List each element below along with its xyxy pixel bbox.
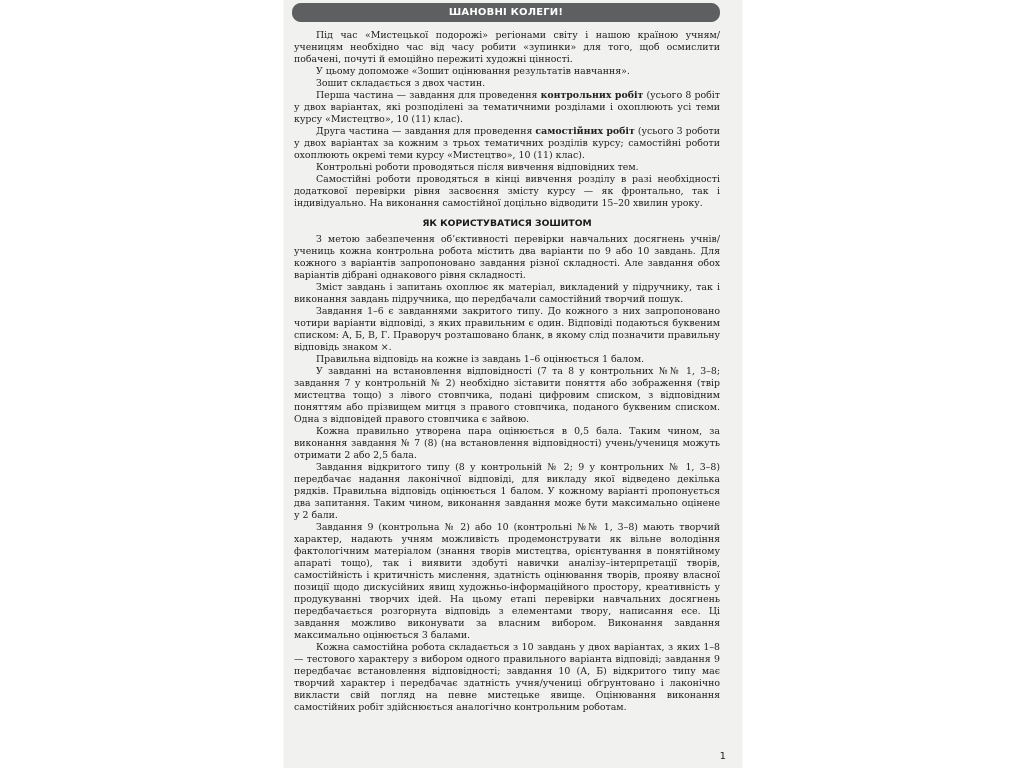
- section-title: ЯК КОРИСТУВАТИСЯ ЗОШИТОМ: [422, 218, 592, 229]
- section-paragraph: З метою забезпечення об’єктивності перевірки навчальних досягнень учнів/учениць кожна контрольна робота містить два варіанти по 9 або 10 завдань. Для кожного з варіантів запропоновано завдання різної складності. Але завдання обох варіантів дібрані однакового рівня складності.: [294, 234, 720, 281]
- section-paragraph: Завдання 9 (контрольна № 2) або 10 (контрольні №№ 1, 3–8) мають творчий характер, надають учням можливість продемонструвати як вільне володіння фактологічним матеріалом (знання творів мистецтва, орієнтування в понятійному апараті тощо), так і виявити здобуті навички аналізу–інтерпретації творів, самостійність і критичність мислення, здатність оцінювання творів, прояву власної позиції щодо дискусійних явищ художньо-інформаційного простору, креативність у продукуванні творчих ідей. На цьому етапі перевірки навчальних досягнень передбачається розгорнута відповідь з елементами твору, написання есе. Ці завдання можливо виконувати за власним вибором. Виконання завдання максимально оцінюється 3 балами.: [294, 522, 720, 641]
- text-run: (усього 3 роботи у двох варіантах за кожним з трьох тематичних розділів курсу; самостійні роботи охоплюють окремі теми курсу «Мистецтво», 10 (11) клас).: [294, 126, 720, 161]
- section-paragraph: Кожна самостійна робота складається з 10 завдань у двох варіантах, з яких 1–8 — тестового характеру з вибором одного правильного варіанта відповіді; завдання 9 передбачає встановлення відповідності; завдання 10 (А, Б) відкритого типу має творчий характер і передбачає здатність учня/учениці обґрунтовано і лаконічно викласти свій погляд на певне мистецьке явище. Оцінювання виконання самостійних робіт здійснюється аналогічно контрольним роботам.: [294, 642, 720, 713]
- text-run: Друга частина — завдання для проведення: [316, 126, 536, 137]
- intro-paragraph: [294, 126, 720, 162]
- section-paragraph: Правильна відповідь на кожне із завдань 1–6 оцінюється 1 балом.: [316, 354, 645, 365]
- page-number: 1: [719, 751, 726, 762]
- section-paragraph: Кожна правильно утворена пара оцінюється в 0,5 бала. Таким чином, за виконання завдання № 7 (8) (на встановлення відповідності) учень/учениця можуть отримати 2 або 2,5 бала.: [294, 426, 720, 461]
- text-run: Перша частина — завдання для проведення: [316, 90, 541, 101]
- header-banner: ШАНОВНІ КОЛЕГИ!: [292, 3, 720, 22]
- intro-paragraph: Контрольні роботи проводяться після вивчення відповідних тем.: [316, 162, 639, 173]
- intro-paragraph: Зошит складається з двох частин.: [316, 78, 486, 89]
- section-paragraph: Зміст завдань і запитань охоплює як матеріал, викладений у підручнику, так і виконання завдань підручника, що передбачали самостійний творчий пошук.: [294, 282, 720, 305]
- bold-term: самостійних робіт: [535, 126, 635, 137]
- page-content: [294, 30, 720, 714]
- intro-paragraph: [294, 90, 720, 126]
- section-paragraph: У завданні на встановлення відповідності (7 та 8 у контрольних №№ 1, 3–8; завдання 7 у контрольній № 2) необхідно зіставити поняття або зображення (твір мистецтва тощо) з лівого стовпчика, подані цифровим списком, з відповідним поняттям або прізвищем митця з правого стовпчика, поданого буквеним списком. Одна з відповідей правого стовпчика є зайвою.: [294, 366, 720, 425]
- document-page: [284, 0, 742, 768]
- section-paragraph: Завдання відкритого типу (8 у контрольній № 2; 9 у контрольних № 1, 3–8) передбачає надання лаконічної відповіді, для викладу якої відведено декілька рядків. Правильна відповідь оцінюється 1 балом. У кожному варіанті пропонується два запитання. Таким чином, виконання завдання може бути максимально оцінене у 2 бали.: [294, 462, 720, 521]
- bold-term: контрольних робіт: [540, 90, 644, 101]
- text-run: (усього 8 робіт у двох варіантах, які розподілені за тематичними розділами і охоплюють усі теми курсу «Мистецтво», 10 (11) клас).: [294, 90, 720, 125]
- intro-paragraph: Під час «Мистецької подорожі» регіонами світу і нашою країною учням/ученицям необхідно час від часу робити «зупинки» для того, щоб осмислити побачені, почуті й емоційно пережиті художні цінності.: [294, 30, 720, 65]
- section-paragraph: Завдання 1–6 є завданнями закритого типу. До кожного з них запропоновано чотири варіанти відповіді, з яких правильним є один. Відповіді подаються буквеним списком: А, Б, В, Г. Праворуч розташовано бланк, в якому слід позначити правильну відповідь знаком ×.: [294, 306, 720, 353]
- intro-paragraph: Самостійні роботи проводяться в кінці вивчення розділу в разі необхідності додаткової перевірки рівня засвоєння змісту курсу — як фронтально, так і індивідуально. На виконання самостійної доцільно відводити 15–20 хвилин уроку.: [294, 174, 720, 209]
- intro-paragraph: У цьому допоможе «Зошит оцінювання результатів навчання».: [316, 66, 630, 77]
